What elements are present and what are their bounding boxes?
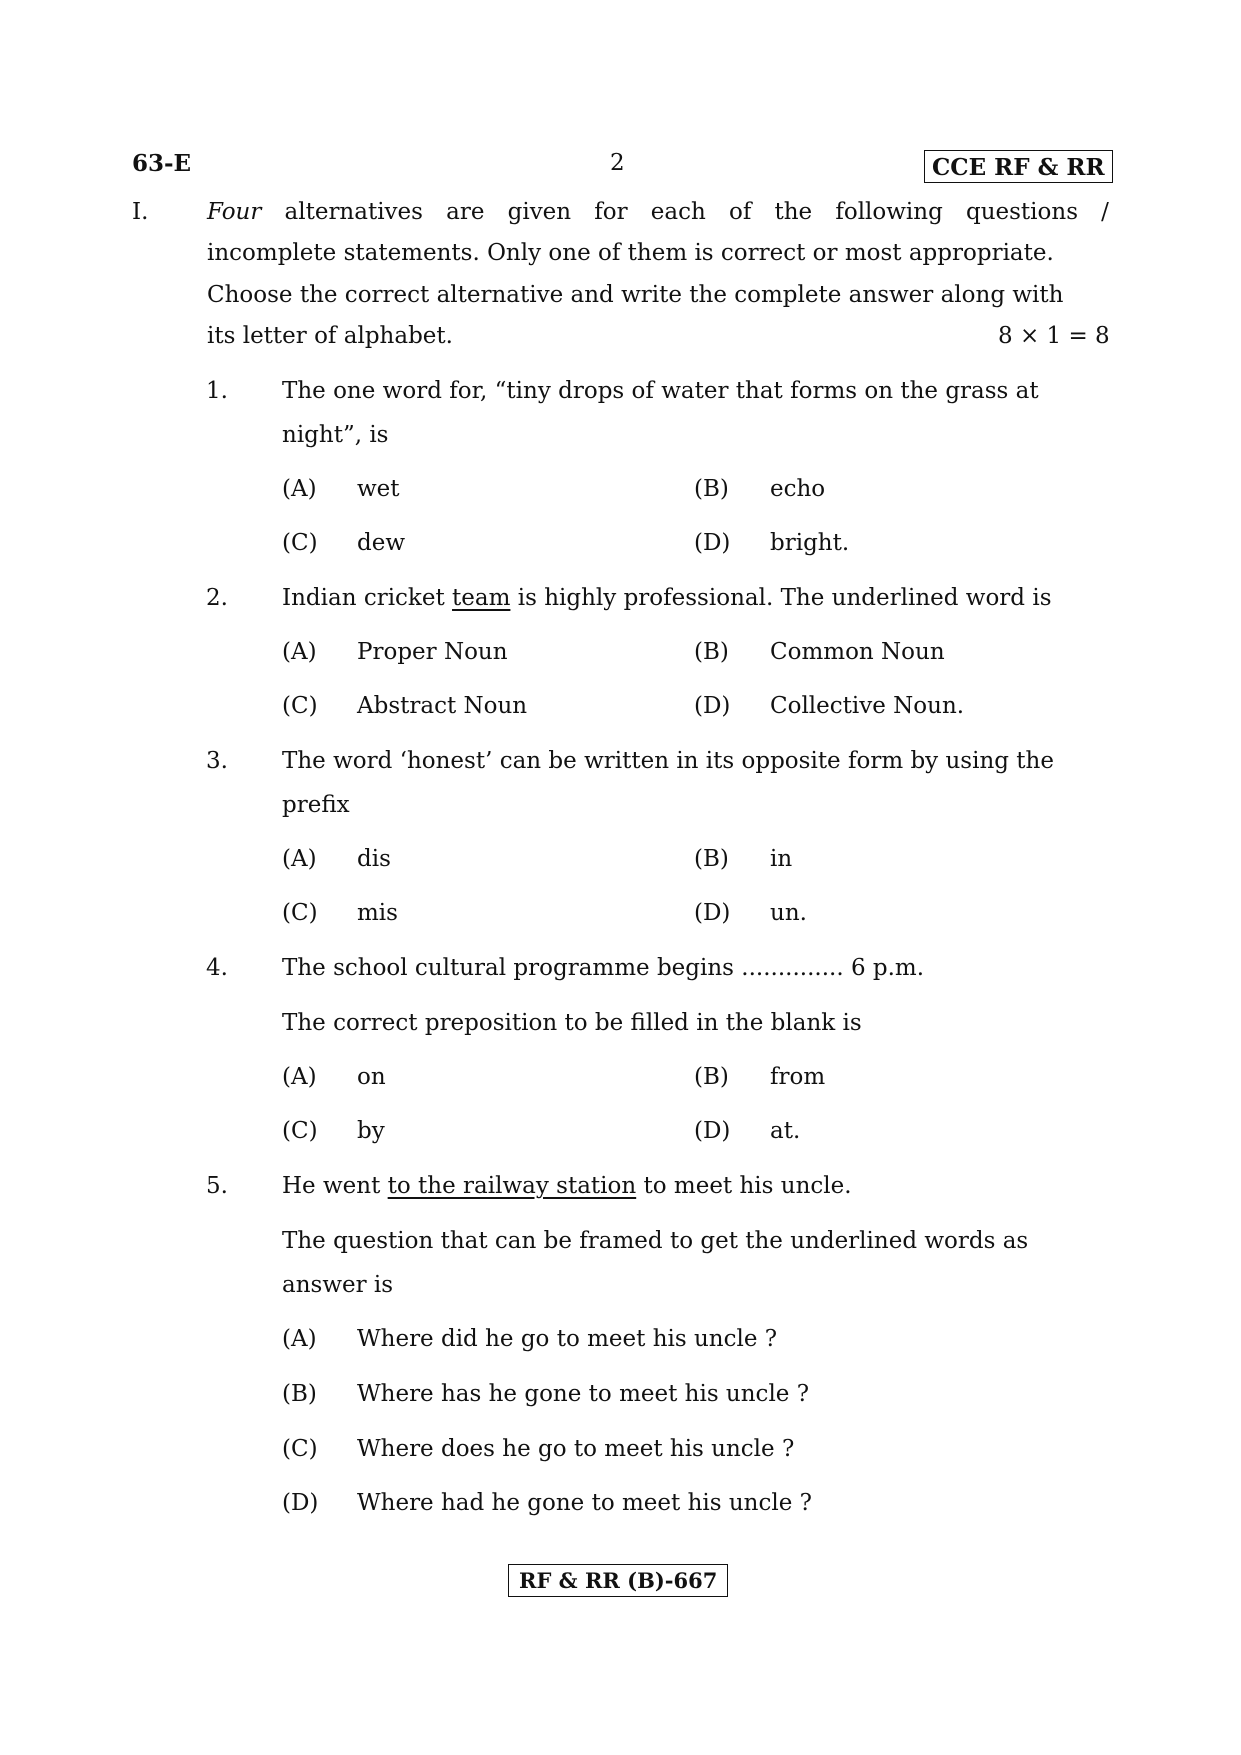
option-letter: (D) xyxy=(694,693,731,719)
question-number: 3. xyxy=(206,748,228,774)
instruction-word: for xyxy=(594,199,628,225)
option-letter: (B) xyxy=(282,1381,317,1407)
question-text-part: is highly professional. The underlined word is xyxy=(510,585,1052,611)
option-text: in xyxy=(770,846,793,872)
question-text xyxy=(282,1165,852,1208)
option-letter: (A) xyxy=(282,1326,317,1352)
option-letter: (A) xyxy=(282,476,317,502)
option-letter: (A) xyxy=(282,639,317,665)
option-text: Proper Noun xyxy=(357,639,508,665)
question-text: answer is xyxy=(282,1272,394,1298)
option-text: Common Noun xyxy=(770,639,945,665)
option-text: at. xyxy=(770,1118,801,1144)
option-text: Where does he go to meet his uncle ? xyxy=(357,1436,795,1462)
instruction-word: alternatives xyxy=(284,199,423,225)
option-letter: (D) xyxy=(694,900,731,926)
marks-allotment: 8 × 1 = 8 xyxy=(998,323,1110,349)
option-letter: (B) xyxy=(694,1064,729,1090)
instruction-word: questions xyxy=(965,199,1078,225)
option-text: Where has he gone to meet his uncle ? xyxy=(357,1381,810,1407)
footer-code-box: RF & RR (B)-667 xyxy=(508,1564,728,1597)
option-letter: (D) xyxy=(694,530,731,556)
option-letter: (B) xyxy=(694,846,729,872)
question-number: 4. xyxy=(206,955,228,981)
option-text: Where had he gone to meet his uncle ? xyxy=(357,1490,812,1516)
paper-title-box: CCE RF & RR xyxy=(924,150,1113,183)
option-letter: (C) xyxy=(282,693,318,719)
question-text-part: to meet his uncle. xyxy=(636,1173,852,1199)
option-text: dew xyxy=(357,530,406,556)
question-text-part: He went xyxy=(282,1173,388,1199)
option-text: by xyxy=(357,1118,385,1144)
question-number: 1. xyxy=(206,378,228,404)
option-text: Where did he go to meet his uncle ? xyxy=(357,1326,778,1352)
option-letter: (A) xyxy=(282,1064,317,1090)
instruction-line-1 xyxy=(207,191,1109,234)
instruction-word: / xyxy=(1101,199,1109,225)
instruction-word: following xyxy=(835,199,943,225)
question-text: The correct preposition to be filled in the blank is xyxy=(282,1010,862,1036)
option-letter: (C) xyxy=(282,530,318,556)
page-number: 2 xyxy=(610,150,625,176)
question-text: night”, is xyxy=(282,422,389,448)
option-text: echo xyxy=(770,476,826,502)
instruction-word: are xyxy=(446,199,485,225)
option-text: wet xyxy=(357,476,400,502)
option-text: on xyxy=(357,1064,386,1090)
underlined-word: team xyxy=(452,585,511,611)
underlined-phrase: to the railway station xyxy=(387,1173,637,1199)
instruction-word: each xyxy=(650,199,706,225)
instruction-line-3: Choose the correct alternative and write the complete answer along with xyxy=(207,282,1064,308)
option-letter: (A) xyxy=(282,846,317,872)
option-text: bright. xyxy=(770,530,850,556)
option-letter: (C) xyxy=(282,1118,318,1144)
question-text: The school cultural programme begins .............. 6 p.m. xyxy=(282,955,925,981)
option-text: mis xyxy=(357,900,398,926)
option-text: from xyxy=(770,1064,826,1090)
option-letter: (D) xyxy=(694,1118,731,1144)
question-text: prefix xyxy=(282,792,350,818)
option-letter: (B) xyxy=(694,639,729,665)
option-letter: (C) xyxy=(282,1436,318,1462)
instruction-line-4: its letter of alphabet. xyxy=(207,323,453,349)
question-text-part: Indian cricket xyxy=(282,585,453,611)
option-letter: (D) xyxy=(282,1490,319,1516)
option-text: un. xyxy=(770,900,807,926)
option-letter: (C) xyxy=(282,900,318,926)
section-numeral: I. xyxy=(132,199,149,225)
question-number: 2. xyxy=(206,585,228,611)
question-text: The word ‘honest’ can be written in its opposite form by using the xyxy=(282,748,1054,774)
instruction-italic-word: Four xyxy=(207,199,262,225)
instruction-word: of xyxy=(728,199,752,225)
instruction-word: given xyxy=(507,199,572,225)
paper-code: 63-E xyxy=(132,150,192,177)
option-letter: (B) xyxy=(694,476,729,502)
option-text: dis xyxy=(357,846,391,872)
question-text xyxy=(282,577,1052,620)
instruction-word: the xyxy=(774,199,813,225)
option-text: Abstract Noun xyxy=(357,693,528,719)
question-text: The question that can be framed to get the underlined words as xyxy=(282,1228,1029,1254)
question-number: 5. xyxy=(206,1173,228,1199)
option-text: Collective Noun. xyxy=(770,693,965,719)
question-text: The one word for, “tiny drops of water that forms on the grass at xyxy=(282,378,1039,404)
instruction-line-2: incomplete statements. Only one of them is correct or most appropriate. xyxy=(207,240,1054,266)
